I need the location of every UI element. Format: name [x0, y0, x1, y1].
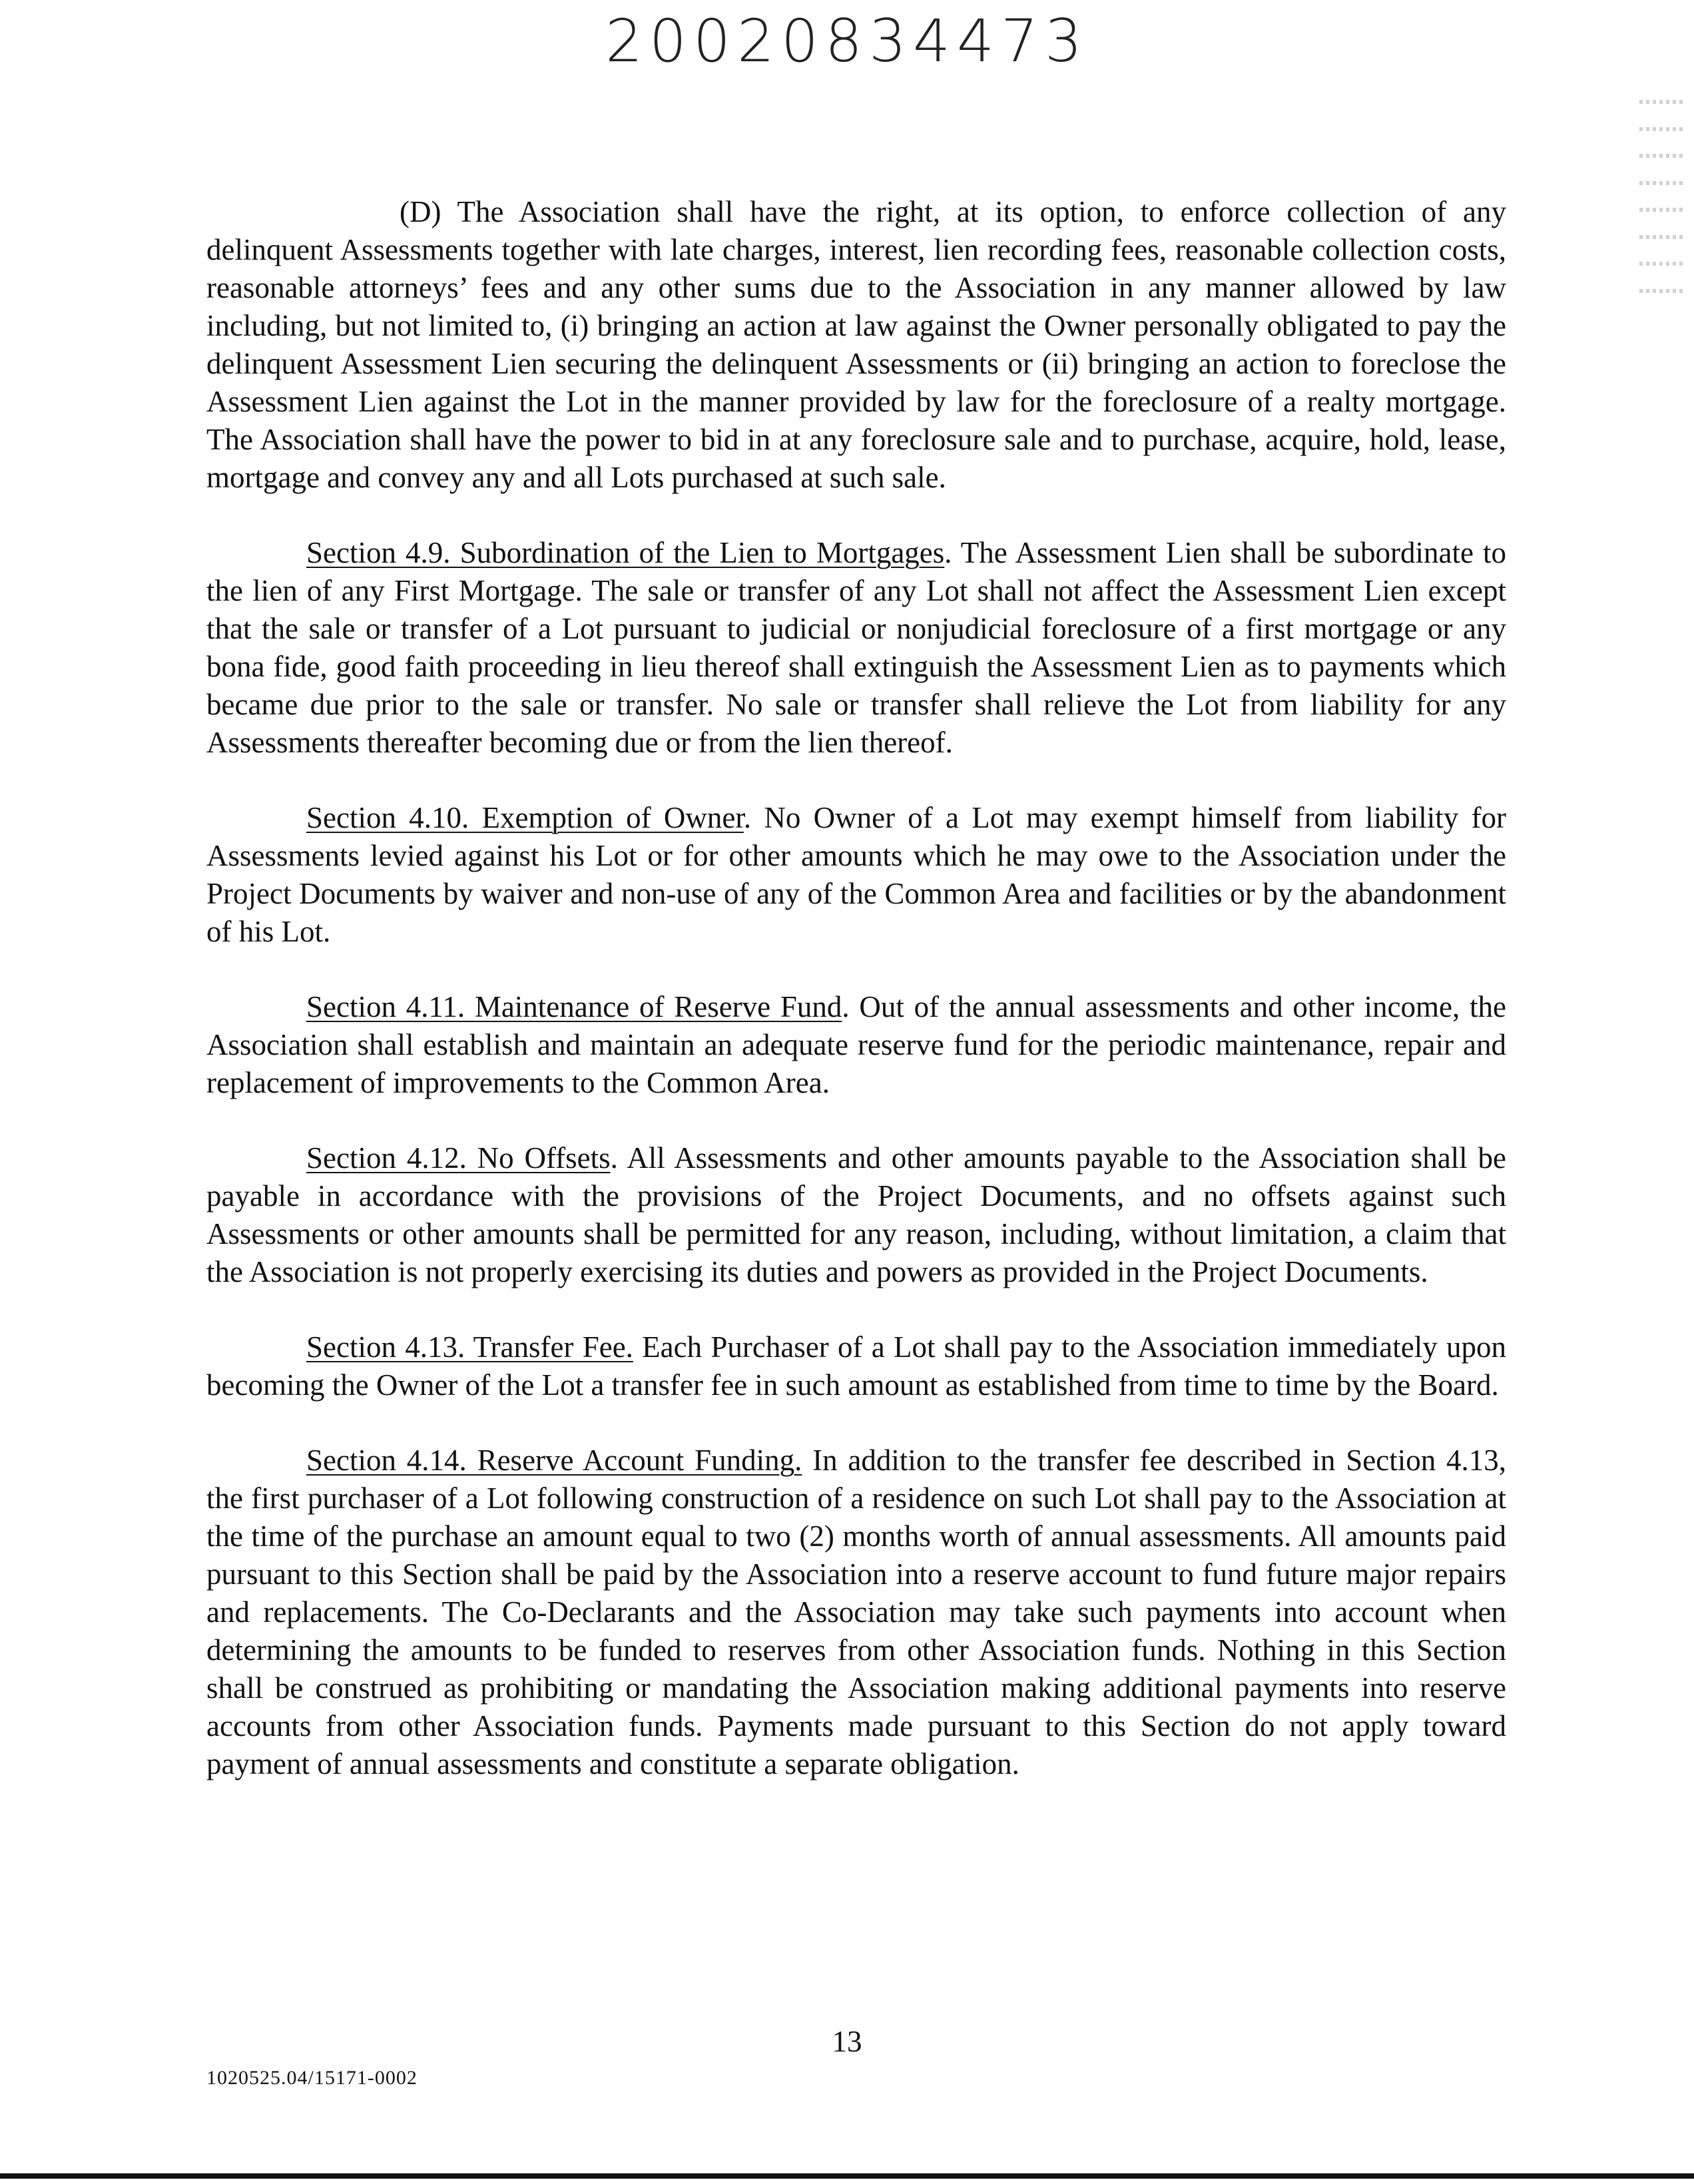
section-heading: Section 4.13. Transfer Fee.: [306, 1330, 633, 1364]
section-4-11: [206, 988, 1506, 1102]
document-id: 1020525.04/15171-0002: [206, 2067, 418, 2089]
paragraph-text: Out of the annual assessments and other income, the Association shall establish and maintain an adequate reserve fund for the periodic maintenance, repair and replacement of improvements to the Common Area.: [206, 990, 1506, 1099]
recording-number: 20020834473: [605, 7, 1089, 75]
section-heading: Section 4.14. Reserve Account Funding.: [306, 1444, 802, 1477]
paragraph-text: All Assessments and other amounts payable to the Association shall be payable in accordance with the provisions of the Project Documents, and no offsets against such Assessments or other amounts shall be permitted for any reason, including, without limitation, a claim that the Association is not properly exercising its duties and powers as provided in the Project Documents.: [206, 1141, 1506, 1288]
heading-period: .: [610, 1141, 618, 1175]
section-heading: Section 4.11. Maintenance of Reserve Fund: [306, 990, 842, 1023]
paragraph-text: The Assessment Lien shall be subordinate to the lien of any First Mortgage. The sale or transfer of any Lot shall not affect the Assessment Lien except that the sale or transfer of a Lot pursuant to judicial or nonjudicial foreclosure of a first mortgage or any bona fide, good faith proceeding in lieu thereof shall extinguish the Assessment Lien as to payments which became due prior to the sale or transfer. No sale or transfer shall relieve the Lot from liability for any Assessments thereafter becoming due or from the lien thereof.: [206, 536, 1506, 759]
document-body: [206, 193, 1506, 1820]
paragraph-text: In addition to the transfer fee described in Section 4.13, the first purchaser of a Lot following construction of a residence on such Lot shall pay to the Association at the time of the purchase an amount equal to two (2) months worth of annual assessments. All amounts paid pursuant to this Section shall be paid by the Association into a reserve account to fund future major repairs and replacements. The Co-Declarants and the Association may take such payments into account when determining the amounts to be funded to reserves from other Association funds. Nothing in this Section shall be construed as prohibiting or mandating the Association making additional payments into reserve accounts from other Association funds. Payments made pursuant to this Section do not apply toward payment of annual assessments and constitute a separate obligation.: [206, 1444, 1506, 1780]
section-heading: Section 4.12. No Offsets: [306, 1141, 611, 1175]
edge-stamp: [1639, 100, 1685, 293]
section-heading: Section 4.9. Subordination of the Lien to Mortgages: [306, 536, 945, 569]
section-4-12: [206, 1139, 1506, 1291]
paragraph-d: [206, 193, 1506, 497]
bottom-rule: [0, 2173, 1694, 2179]
heading-period: .: [944, 536, 952, 569]
heading-period: .: [743, 801, 752, 834]
section-heading: Section 4.10. Exemption of Owner: [306, 801, 744, 834]
section-4-9: [206, 534, 1506, 762]
paragraph-text: (D) The Association shall have the right, at its option, to enforce collection of any delinquent Assessments together with late charges, interest, lien recording fees, reasonable collection costs, reasonable attorneys’ fees and any other sums due to the Association in any manner allowed by law including, but not limited to, (i) bringing an action at law against the Owner personally obligated to pay the delinquent Assessment Lien securing the delinquent Assessments or (ii) bringing an action to foreclose the Assessment Lien against the Lot in the manner provided by law for the foreclosure of a realty mortgage. The Association shall have the power to bid in at any foreclosure sale and to purchase, acquire, hold, lease, mortgage and convey any and all Lots purchased at such sale.: [206, 195, 1506, 494]
section-4-13: [206, 1328, 1506, 1404]
section-4-10: [206, 799, 1506, 951]
page-number: 13: [832, 2025, 862, 2058]
heading-period: .: [842, 990, 850, 1023]
section-4-14: [206, 1442, 1506, 1783]
paragraph-text: Each Purchaser of a Lot shall pay to the Association immediately upon becoming the Owner of the Lot a transfer fee in such amount as established from time to time by the Board.: [206, 1330, 1506, 1402]
paragraph-text: No Owner of a Lot may exempt himself from liability for Assessments levied against his Lot or for other amounts which he may owe to the Association under the Project Documents by waiver and non-use of any of the Common Area and facilities or by the abandonment of his Lot.: [206, 801, 1506, 948]
